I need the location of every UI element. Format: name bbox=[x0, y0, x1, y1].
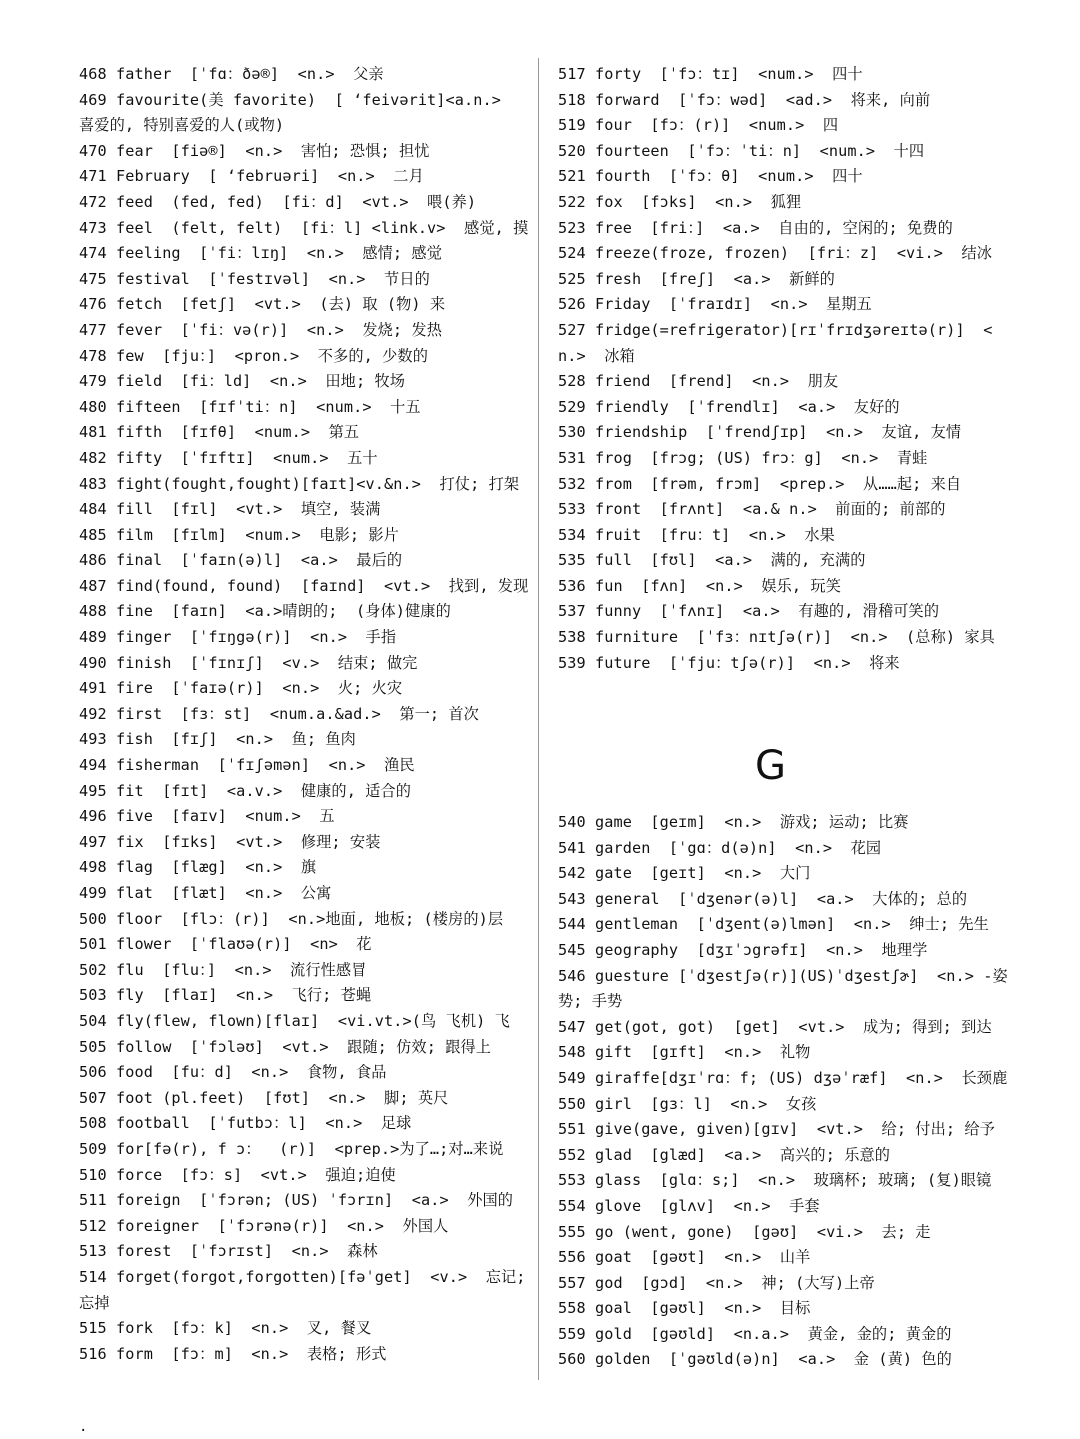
vocab-entry: 495 fit [fɪt] <a.v.> 健康的, 适合的 bbox=[79, 781, 412, 800]
vocab-entry: 481 fifth [fɪfθ] <num.> 第五 bbox=[79, 423, 360, 442]
vocab-entry: 547 get(got, got) [get] <vt.> 成为; 得到; 到达 bbox=[558, 1017, 992, 1036]
vocab-entry: 490 finish [ˈfɪnɪʃ] <v.> 结束; 做完 bbox=[79, 653, 418, 672]
vocab-entry: 527 fridge(=refrigerator)[rɪˈfrɪdʒəreɪtə(r)] <n.> 冰箱 bbox=[558, 320, 993, 365]
vocab-entry: 554 glove [glʌv] <n.> 手套 bbox=[558, 1196, 820, 1215]
column-divider bbox=[538, 58, 539, 1380]
vocab-entry: 526 Friday [ˈfraɪdɪ] <n.> 星期五 bbox=[558, 295, 872, 314]
vocab-entry: 473 feel (felt, felt) [fi：l] <link.v> 感觉, 摸 bbox=[79, 218, 529, 237]
vocab-entry: 477 fever [ˈfi：və(r)] <n.> 发烧; 发热 bbox=[79, 320, 442, 339]
vocab-entry: 551 give(gave, given)[gɪv] <vt.> 给; 付出; 给予 bbox=[558, 1120, 995, 1139]
right-column bbox=[558, 62, 1008, 676]
vocab-entry: 498 flag [flæg] <n.> 旗 bbox=[79, 858, 317, 877]
vocab-entry: 553 glass [glɑ：s;] <n.> 玻璃杯; 玻璃; (复)眼镜 bbox=[558, 1171, 992, 1190]
vocab-entry: 519 four [fɔ：(r)] <num.> 四 bbox=[558, 116, 839, 135]
vocab-entry: 560 golden [ˈgəʊld(ə)n] <a.> 金 (黄) 色的 bbox=[558, 1350, 952, 1369]
vocab-entry: 556 goat [gəʊt] <n.> 山羊 bbox=[558, 1248, 811, 1267]
vocab-entry: 532 from [frəm, frɔm] <prep.> 从……起; 来自 bbox=[558, 474, 962, 493]
vocab-entry: 510 force [fɔ：s] <vt.> 强迫;迫使 bbox=[79, 1165, 396, 1184]
vocab-entry: 546 guesture [ˈdʒestʃə(r)](US)ˈdʒestʃɚ] <n.> -姿势; 手势 bbox=[558, 966, 1008, 1011]
vocab-entry: 538 furniture [ˈfɜ：nɪtʃə(r)] <n.> (总称) 家具 bbox=[558, 628, 995, 647]
vocab-entry: 522 fox [fɔks] <n.> 狐狸 bbox=[558, 192, 802, 211]
vocab-entry: 482 fifty [ˈfɪftɪ] <num.> 五十 bbox=[79, 448, 378, 467]
vocab-entry: 483 fight(fought,fought)[faɪt]<v.&n.> 打仗; 打架 bbox=[79, 474, 520, 493]
vocab-entry: 504 fly(flew, flown)[flaɪ] <vi.vt.>(鸟 飞机) 飞 bbox=[79, 1011, 510, 1030]
vocab-entry: 514 forget(forgot,forgotten)[fəˈget] <v.> 忘记; 忘掉 bbox=[79, 1267, 535, 1312]
vocab-entry: 559 gold [gəʊld] <n.a.> 黄金, 金的; 黄金的 bbox=[558, 1324, 952, 1343]
vocab-entry: 536 fun [fʌn] <n.> 娱乐, 玩笑 bbox=[558, 576, 841, 595]
vocab-entry: 486 final [ˈfaɪn(ə)l] <a.> 最后的 bbox=[79, 551, 403, 570]
footer-mark: . bbox=[79, 1419, 88, 1435]
vocab-entry: 468 father [ˈfɑ：ðə®] <n.> 父亲 bbox=[79, 65, 384, 83]
vocab-entry: 493 fish [fɪʃ] <n.> 鱼; 鱼肉 bbox=[79, 730, 356, 749]
vocab-entry: 541 garden [ˈgɑ：d(ə)n] <n.> 花园 bbox=[558, 838, 882, 857]
vocab-entry: 555 go (went, gone) [gəʊ] <vi.> 去; 走 bbox=[558, 1222, 931, 1241]
vocab-entry: 523 free [fri：] <a.> 自由的, 空闲的; 免费的 bbox=[558, 218, 953, 237]
section-heading-g: G bbox=[755, 743, 786, 789]
vocab-entry: 511 foreign [ˈfɔrən; (US) ˈfɔrɪn] <a.> 外国的 bbox=[79, 1191, 514, 1210]
vocab-entry: 492 first [fɜ：st] <num.a.&ad.> 第一; 首次 bbox=[79, 704, 479, 723]
vocab-entry: 478 few [fju：] <pron.> 不多的, 少数的 bbox=[79, 346, 428, 365]
vocab-entry: 503 fly [flaɪ] <n.> 飞行; 苍蝇 bbox=[79, 986, 372, 1005]
vocab-entry: 529 friendly [ˈfrendlɪ] <a.> 友好的 bbox=[558, 397, 900, 416]
vocab-entry: 539 future [ˈfju：tʃə(r)] <n.> 将来 bbox=[558, 653, 900, 672]
vocab-entry: 540 game [geɪm] <n.> 游戏; 运动; 比赛 bbox=[558, 813, 909, 831]
vocab-entry: 509 for[fə(r), f ɔ： (r)] <prep.>为了…;对…来说 bbox=[79, 1139, 504, 1158]
vocab-entry: 520 fourteen [ˈfɔ：ˈti：n] <num.> 十四 bbox=[558, 141, 925, 160]
right-column-g-section bbox=[558, 810, 1008, 1373]
vocab-entry: 516 form [fɔ：m] <n.> 表格; 形式 bbox=[79, 1344, 387, 1363]
vocab-entry: 475 festival [ˈfestɪvəl] <n.> 节日的 bbox=[79, 269, 430, 288]
vocab-entry: 525 fresh [freʃ] <a.> 新鲜的 bbox=[558, 269, 835, 288]
vocab-entry: 507 foot (pl.feet) [fʊt] <n.> 脚; 英尺 bbox=[79, 1088, 449, 1107]
vocab-entry: 528 friend [frend] <n.> 朋友 bbox=[558, 372, 839, 391]
vocab-entry: 474 feeling [ˈfi：lɪŋ] <n.> 感情; 感觉 bbox=[79, 244, 442, 263]
vocab-entry: 488 fine [faɪn] <a.>晴朗的; (身体)健康的 bbox=[79, 602, 451, 621]
vocab-entry: 480 fifteen [fɪfˈti：n] <num.> 十五 bbox=[79, 397, 421, 416]
vocab-entry: 517 forty [ˈfɔ：tɪ] <num.> 四十 bbox=[558, 65, 863, 83]
vocab-entry: 550 girl [gɜ：l] <n.> 女孩 bbox=[558, 1094, 817, 1113]
vocab-entry: 469 favourite(美 favorite) [ ‘feivərit]<a.n.> 喜爱的, 特别喜爱的人(或物) bbox=[79, 90, 520, 135]
vocab-entry: 512 foreigner [ˈfɔrənə(r)] <n.> 外国人 bbox=[79, 1216, 449, 1235]
vocab-entry: 471 February [ ‘februəri] <n.> 二月 bbox=[79, 167, 424, 186]
vocab-entry: 535 full [fʊl] <a.> 满的, 充满的 bbox=[558, 551, 866, 570]
vocab-entry: 491 fire [ˈfaɪə(r)] <n.> 火; 火灾 bbox=[79, 679, 403, 698]
vocab-entry: 534 fruit [fru：t] <n.> 水果 bbox=[558, 525, 835, 544]
vocab-entry: 544 gentleman [ˈdʒent(ə)lmən] <n.> 绅士; 先生 bbox=[558, 915, 989, 934]
vocab-entry: 501 flower [ˈflaʊə(r)] <n> 花 bbox=[79, 935, 372, 954]
vocab-entry: 530 friendship [ˈfrendʃɪp] <n.> 友谊, 友情 bbox=[558, 423, 962, 442]
vocab-entry: 518 forward [ˈfɔ：wəd] <ad.> 将来, 向前 bbox=[558, 90, 931, 109]
vocab-entry: 545 geography [dʒɪˈɔgrəfɪ] <n.> 地理学 bbox=[558, 940, 928, 959]
vocab-entry: 531 frog [frɔg; (US) frɔ：g] <n.> 青蛙 bbox=[558, 448, 928, 467]
vocab-entry: 494 fisherman [ˈfɪʃəmən] <n.> 渔民 bbox=[79, 756, 415, 775]
vocab-entry: 549 giraffe[dʒɪˈrɑ：f; (US) dʒəˈræf] <n.> 长颈鹿 bbox=[558, 1068, 1008, 1087]
vocab-entry: 497 fix [fɪks] <vt.> 修理; 安装 bbox=[79, 832, 381, 851]
vocab-entry: 506 food [fu：d] <n.> 食物, 食品 bbox=[79, 1063, 387, 1082]
vocab-entry: 552 glad [glæd] <a.> 高兴的; 乐意的 bbox=[558, 1145, 891, 1164]
vocab-entry: 479 field [fi：ld] <n.> 田地; 牧场 bbox=[79, 372, 406, 391]
vocab-entry: 537 funny [ˈfʌnɪ] <a.> 有趣的, 滑稽可笑的 bbox=[558, 602, 940, 621]
vocab-entry: 476 fetch [fetʃ] <vt.> (去) 取 (物) 来 bbox=[79, 295, 446, 314]
vocab-entry: 499 flat [flæt] <n.> 公寓 bbox=[79, 884, 332, 902]
vocab-entry: 542 gate [geɪt] <n.> 大门 bbox=[558, 864, 811, 883]
vocab-entry: 543 general [ˈdʒenər(ə)l] <a.> 大体的; 总的 bbox=[558, 889, 968, 908]
vocab-entry: 508 football [ˈfutbɔ：l] <n.> 足球 bbox=[79, 1114, 412, 1133]
vocab-entry: 470 fear [fiə®] <n.> 害怕; 恐惧; 担忧 bbox=[79, 141, 430, 160]
vocab-entry: 557 god [gɔd] <n.> 神; (大写)上帝 bbox=[558, 1273, 875, 1292]
vocab-entry: 558 goal [gəʊl] <n.> 目标 bbox=[558, 1299, 811, 1318]
vocab-entry: 496 five [faɪv] <num.> 五 bbox=[79, 807, 335, 826]
vocab-entry: 513 forest [ˈfɔrɪst] <n.> 森林 bbox=[79, 1242, 378, 1261]
vocab-entry: 502 flu [flu：] <n.> 流行性感冒 bbox=[79, 960, 367, 979]
vocab-entry: 505 follow [ˈfɔləʊ] <vt.> 跟随; 仿效; 跟得上 bbox=[79, 1037, 492, 1056]
vocab-entry: 489 finger [ˈfɪŋgə(r)] <n.> 手指 bbox=[79, 628, 397, 647]
vocab-entry: 515 fork [fɔ：k] <n.> 叉, 餐叉 bbox=[79, 1319, 372, 1338]
vocab-entry: 524 freeze(froze, frozen) [fri：z] <vi.> 结冰 bbox=[558, 244, 993, 263]
vocab-entry: 548 gift [gɪft] <n.> 礼物 bbox=[558, 1043, 811, 1062]
vocab-entry: 487 find(found, found) [faɪnd] <vt.> 找到, 发现 bbox=[79, 576, 529, 595]
vocab-entry: 533 front [frʌnt] <a.& n.> 前面的; 前部的 bbox=[558, 500, 946, 519]
vocab-entry: 500 floor [flɔ：(r)] <n.>地面, 地板; (楼房的)层 bbox=[79, 909, 504, 928]
vocab-entry: 485 film [fɪlm] <num.> 电影; 影片 bbox=[79, 525, 399, 544]
left-column bbox=[79, 62, 535, 1367]
vocab-entry: 521 fourth [ˈfɔ：θ] <num.> 四十 bbox=[558, 167, 863, 186]
vocab-entry: 484 fill [fɪl] <vt.> 填空, 装满 bbox=[79, 500, 381, 519]
vocab-entry: 472 feed (fed, fed) [fi：d] <vt.> 喂(养) bbox=[79, 192, 477, 211]
